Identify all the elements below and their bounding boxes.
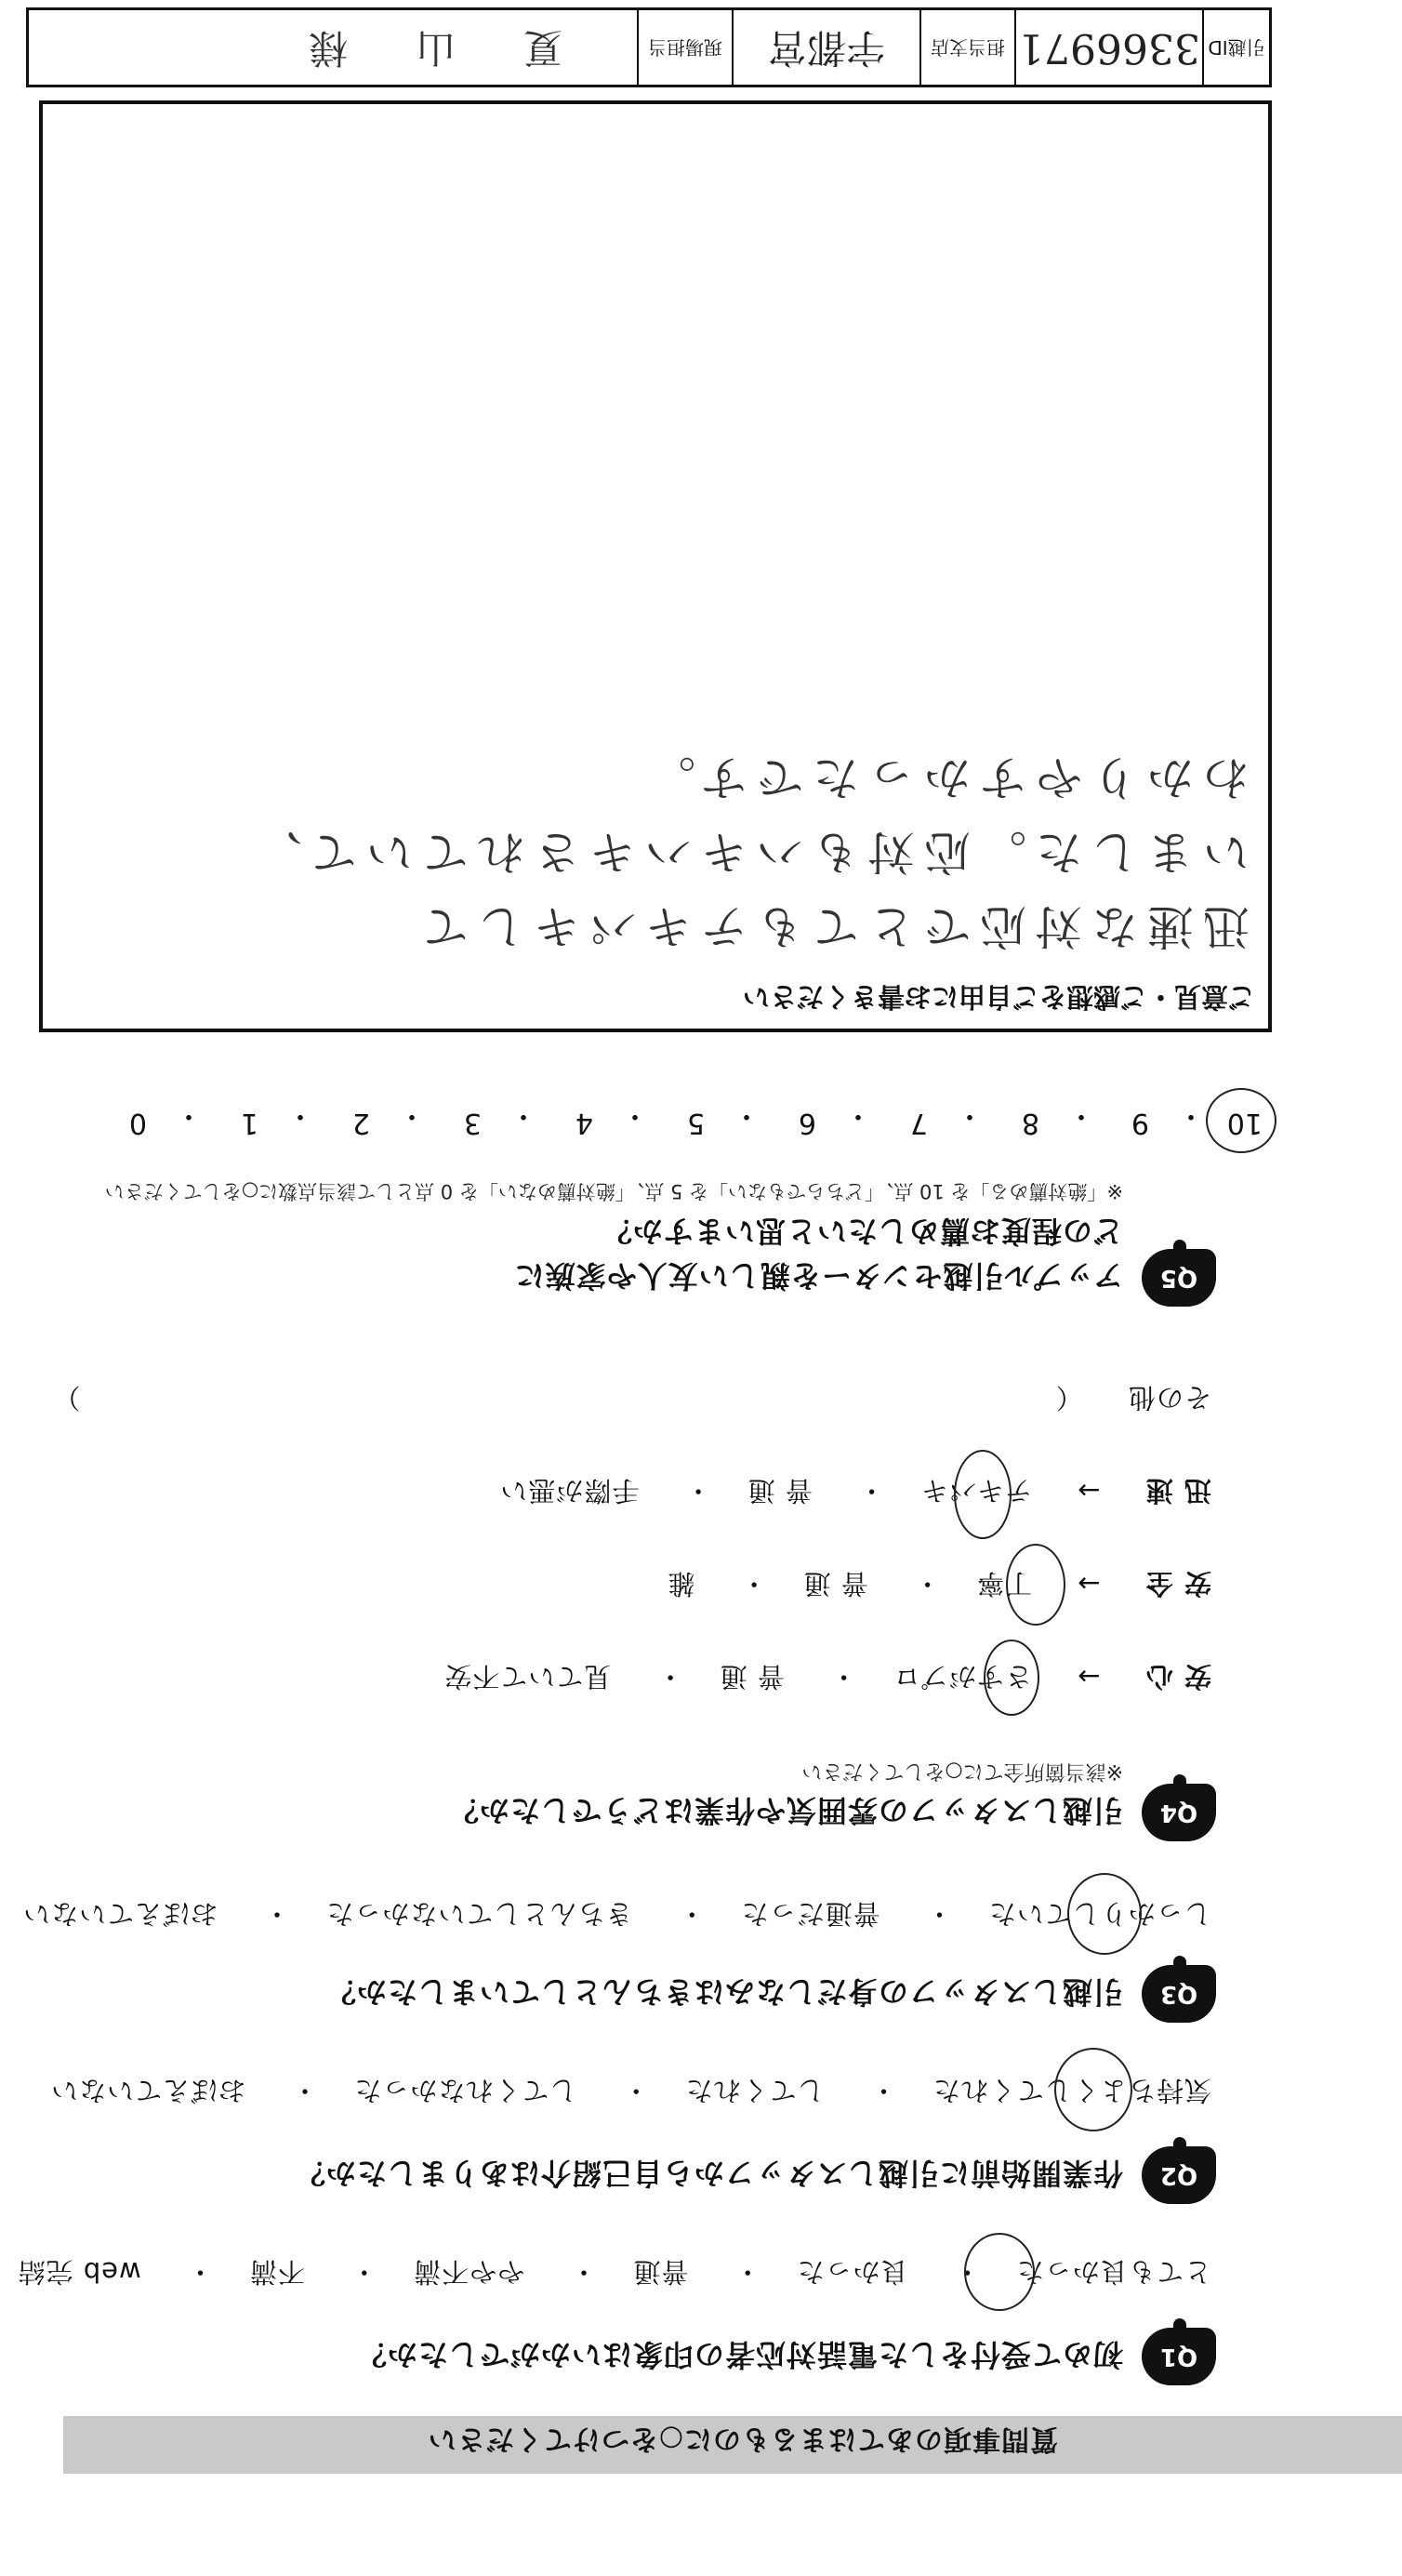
footer-table — [26, 7, 1272, 87]
scale-value[interactable]: 4 — [575, 1107, 593, 1139]
q2-option[interactable]: おぼえていない — [50, 2075, 246, 2106]
q4-note: ※該当箇所全てに○をしてください — [801, 1759, 1123, 1783]
q5-note: ※「絶対薦める」を 10 点、「どちらでもない」を 5 点、「絶対薦めない」を 0 点として該当点数に○をしてください — [104, 1180, 1123, 1202]
comment-handwriting-line2[interactable]: いました。応対もハキハキされていて、 — [246, 825, 1250, 879]
q4-anzen-circle — [1006, 1544, 1065, 1626]
scale-value[interactable]: 9 — [1131, 1107, 1149, 1139]
q4-row-anzen: 安 全 → 丁寧・ 普 通・ 雑 — [667, 1568, 1211, 1600]
q4-option-selected[interactable]: さすがプロ — [893, 1661, 1033, 1693]
q4-option[interactable]: 普 通 — [719, 1661, 785, 1693]
q3-options: しっかりしていた・ 普通だった・ きちんとしていなかった・ おぼえていない — [22, 1898, 1211, 1930]
assignee-value: 宇都宮 — [732, 10, 919, 85]
q4-text: 引越しスタッフの雰囲気や作業はどうでしたか？ — [447, 1793, 1123, 1828]
scale-value[interactable]: 1 — [240, 1107, 258, 1139]
q2-text: 作業開始前に引越しスタッフから自己紹介はありましたか？ — [294, 2156, 1123, 2191]
assignee-label: 現場担当 — [637, 10, 732, 85]
q4-row-label: 安 心 — [1144, 1661, 1211, 1693]
q4-option[interactable]: 普 通 — [747, 1475, 813, 1507]
q4-jinsoku-circle — [954, 1450, 1012, 1539]
q4-row-jinsoku: 迅 速 → テキパキ・ 普 通・ 手際が悪い — [499, 1475, 1211, 1507]
q4-other-row: その他 （ ） — [52, 1382, 1211, 1414]
q5-badge: Q5 — [1142, 1249, 1216, 1307]
q4-row-label: 安 全 — [1144, 1568, 1211, 1600]
q2-option[interactable]: してくれなかった — [353, 2075, 577, 2106]
q3-option[interactable]: 普通だった — [740, 1898, 880, 1930]
branch-label: 担当支店 — [919, 10, 1014, 85]
q1-text: 初めて受付をした電話対応者の印象はいかがでしたか？ — [355, 2337, 1123, 2372]
q1-option-selected[interactable]: 良かった — [796, 2256, 908, 2288]
q5-circle-mark — [1206, 1088, 1276, 1153]
q3-option[interactable]: きちんとしていなかった — [325, 1898, 633, 1930]
scale-value[interactable]: 10 — [1226, 1107, 1263, 1139]
instruction-text: 質問事項のあてはまるものに○をつけてください — [427, 2423, 1058, 2455]
instruction-bar — [63, 2416, 1402, 2474]
q1-option[interactable]: やや不満 — [413, 2256, 525, 2288]
q1-circle-mark — [964, 2233, 1035, 2311]
scale-value[interactable]: 0 — [128, 1107, 147, 1139]
q4-option[interactable]: 普 通 — [802, 1568, 868, 1600]
scale-value[interactable]: 2 — [351, 1107, 370, 1139]
q5-scale: 10 ・ 9 ・ 8 ・ 7 ・ 6 ・ 5 ・ 4 ・ 3 ・ 2 ・ 1 ・ 0 — [128, 1099, 1263, 1139]
q3-badge: Q3 — [1142, 1965, 1216, 2023]
id-value: 3366971 — [1014, 10, 1202, 85]
q1-option[interactable]: web 完結 — [17, 2256, 141, 2288]
scale-value[interactable]: 3 — [463, 1107, 482, 1139]
q4-option-selected[interactable]: 丁寧 — [976, 1568, 1033, 1600]
comment-handwriting-line1[interactable]: 迅速な対応でとてもテキパキして — [413, 899, 1250, 953]
q2-circle-mark — [1054, 2048, 1132, 2131]
scale-value[interactable]: 6 — [798, 1107, 816, 1139]
id-label: 引越ID — [1202, 10, 1269, 85]
q4-badge: Q4 — [1142, 1784, 1216, 1841]
q2-option[interactable]: してくれた — [684, 2075, 825, 2106]
q2-option-selected[interactable]: 気持ちよくしてくれた — [932, 2075, 1211, 2106]
q3-option[interactable]: おぼえていない — [22, 1898, 218, 1930]
scale-value[interactable]: 7 — [909, 1107, 928, 1139]
comment-heading: ご意見・ご感想をご自由にお書きください — [742, 981, 1255, 1013]
q3-option-selected[interactable]: しっかりしていた — [987, 1898, 1211, 1930]
q4-other-label: その他 — [1127, 1382, 1211, 1414]
q3-text: 引越しスタッフの身だしなみはきちんとしていましたか？ — [324, 1974, 1123, 2010]
scale-value[interactable]: 5 — [686, 1107, 705, 1139]
q4-row-label: 迅 速 — [1144, 1475, 1211, 1507]
q1-badge: Q1 — [1142, 2328, 1216, 2385]
q4-option[interactable]: 見ていて不安 — [443, 1661, 612, 1693]
q5-text-line1: アップル引越センターを親しい友人や家族に — [513, 1258, 1123, 1294]
q1-option[interactable]: 不満 — [248, 2256, 305, 2288]
q2-badge: Q2 — [1142, 2146, 1216, 2204]
q4-option-selected[interactable]: テキパキ — [920, 1475, 1033, 1507]
q3-circle-mark — [1067, 1873, 1142, 1955]
q4-anshin-circle — [984, 1640, 1039, 1716]
q5-text-line2: どの程度お薦めしたいと思いますか？ — [601, 1214, 1123, 1249]
customer-signature: 夏 山 様 — [281, 25, 562, 71]
q1-option[interactable]: とても良かった — [1015, 2256, 1211, 2288]
comment-box — [39, 100, 1272, 1032]
q4-option[interactable]: 雑 — [667, 1568, 695, 1600]
q1-options: とても良かった・ 良かった・ 普通・ やや不満・ 不満・ web 完結 — [17, 2256, 1211, 2288]
q1-option[interactable]: 普通 — [632, 2256, 689, 2288]
q4-option[interactable]: 手際が悪い — [499, 1475, 640, 1507]
scale-value[interactable]: 8 — [1021, 1107, 1039, 1139]
q4-row-anshin: 安 心 → さすがプロ・ 普 通・ 見ていて不安 — [443, 1661, 1211, 1693]
q2-options: 気持ちよくしてくれた・ してくれた・ してくれなかった・ おぼえていない — [50, 2075, 1211, 2106]
comment-handwriting-line3[interactable]: わかりやすかったです。 — [640, 750, 1250, 804]
